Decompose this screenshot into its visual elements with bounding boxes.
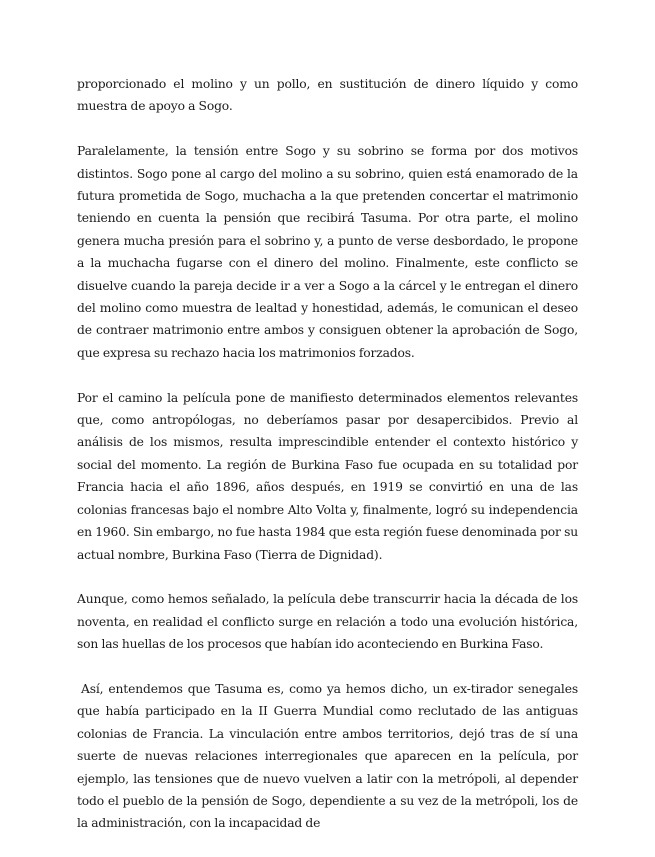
body-text	[77, 73, 578, 857]
paragraph-molino-pollo: proporcionado el molino y un pollo, en sustitución de dinero líquido y como muestra de apoyo a Sogo.	[77, 77, 578, 114]
paragraph-contexto-historico: Por el camino la película pone de manifiesto determinados elementos relevantes que, como antropólogas, no deberíamos pasar por desapercibidos. Previo al análisis de los mismos, resulta imprescindible entender el contexto histórico y social del momento. La región de Burkina Faso fue ocupada en su totalidad por Francia hacia el año 1896, años después, en 1919 se convirtió en una de las colonias francesas bajo el nombre Alto Volta y, finalmente, logró su independencia en 1960. Sin embargo, no fue hasta 1984 que esta región fuese denominada por su actual nombre, Burkina Faso (Tierra de Dignidad).	[77, 390, 578, 562]
paragraph-tension-sobrino: Paralelamente, la tensión entre Sogo y su sobrino se forma por dos motivos distintos. Sogo pone al cargo del molino a su sobrino, quien está enamorado de la futura prometida de Sogo, muchacha a la que pretenden concertar el matrimonio teniendo en cuenta la pensión que recibirá Tasuma. Por otra parte, el molino genera mucha presión para el sobrino y, a punto de verse desbordado, le propone a la muchacha fugarse con el dinero del molino. Finalmente, este conflicto se disuelve cuando la pareja decide ir a ver a Sogo a la cárcel y le entregan el dinero del molino como muestra de lealtad y honestidad, además, le comunican el deseo de contraer matrimonio entre ambos y consiguen obtener la aprobación de Sogo, que expresa su rechazo hacia los matrimonios forzados.	[77, 144, 578, 360]
paragraph-decada-noventa: Aunque, como hemos señalado, la película debe transcurrir hacia la década de los noventa, en realidad el conflicto surge en relación a todo una evolución histórica, son las huellas de los procesos que habían ido aconteciendo en Burkina Faso.	[77, 592, 578, 652]
paragraph-tasuma-tirador: Así, entendemos que Tasuma es, como ya hemos dicho, un ex-tirador senegales que había participado en la II Guerra Mundial como reclutado de las antiguas colonias de Francia. La vinculación entre ambos territorios, dejó tras de sí una suerte de nuevas relaciones interregionales que aparecen en la película, por ejemplo, las tensiones que de nuevo vuelven a latir con la metrópoli, al depender todo el pueblo de la pensión de Sogo, dependiente a su vez de la metrópoli, los de la administración, con la incapacidad de	[77, 681, 578, 831]
